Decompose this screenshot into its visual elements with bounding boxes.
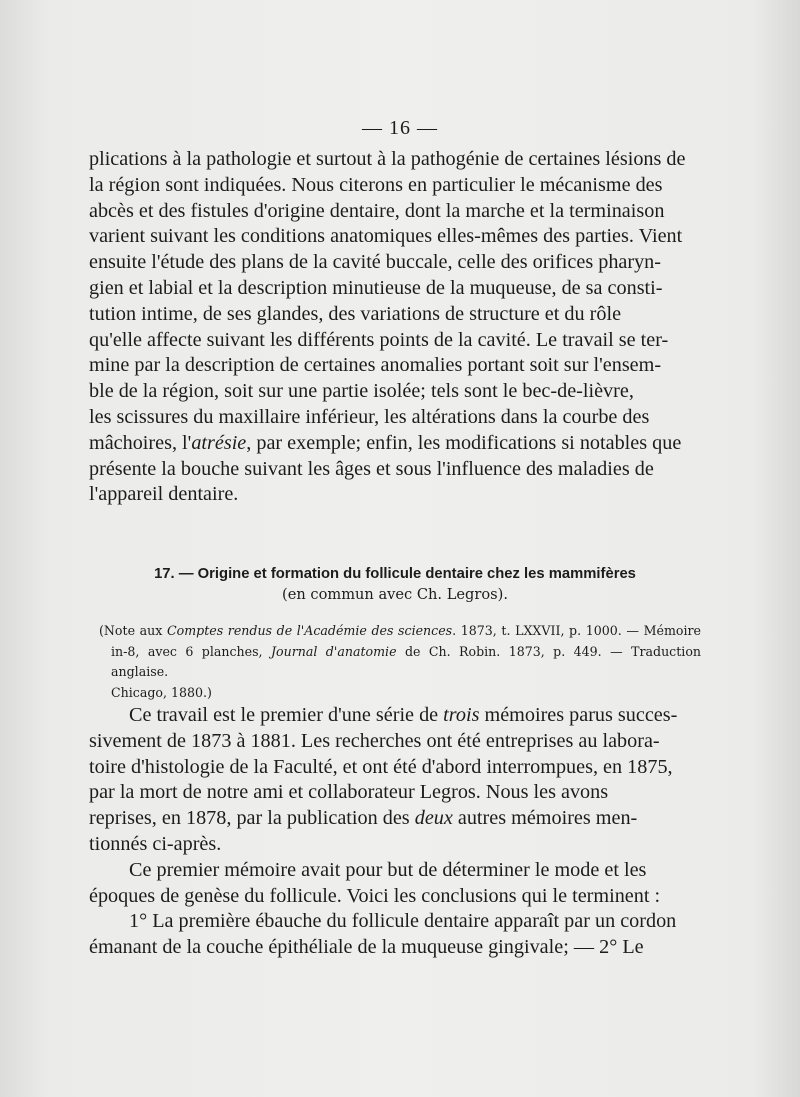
page-number: — 16 — — [362, 117, 438, 139]
text-line: varient suivant les conditions anatomiques elles-mêmes des parties. Vient — [89, 225, 683, 248]
journal-title: Journal d'anatomie — [270, 643, 397, 659]
text-line: ensuite l'étude des plans de la cavité buccale, celle des orifices pharyn- — [89, 251, 662, 274]
text-fragment: . 1873, t. LXXVII, p. 1000. — Mémoire — [452, 623, 701, 638]
text-fragment: mâchoires, l' — [89, 431, 192, 454]
note-line — [89, 642, 701, 683]
journal-title: Comptes rendus de l'Académie des sciences — [166, 623, 453, 638]
text-line: émanant de la couche épithéliale de la muqueuse gingivale; — 2° Le — [89, 936, 644, 959]
text-fragment: de Ch. Robin. 1873, p. 449. — Traduction anglaise. — [111, 643, 702, 679]
text-line: toire d'histologie de la Faculté, et ont été d'abord interrompues, en 1875, — [89, 755, 673, 778]
text-line: abcès et des fistules d'origine dentaire, dont la marche et la terminaison — [89, 199, 665, 222]
text-fragment: Ce travail est le premier d'une série de — [129, 704, 444, 726]
text-fragment: autres mémoires men- — [452, 807, 638, 830]
text-line: la région sont indiquées. Nous citerons en particulier le mécanisme des — [89, 173, 663, 196]
note-line — [89, 621, 701, 642]
note-line: Chicago, 1880.) — [111, 684, 212, 700]
text-line: ble de la région, soit sur une partie isolée; tels sont le bec-de-lièvre, — [89, 380, 634, 403]
paragraph-anatomy-summary — [89, 147, 701, 508]
text-line: mine par la description de certaines anomalies portant soit sur l'ensem- — [89, 354, 662, 377]
text-line: présente la bouche suivant les âges et sous l'influence des maladies de — [89, 457, 654, 480]
italic-term: trois — [443, 704, 480, 726]
text-fragment: (Note aux — [99, 623, 167, 638]
paragraph-body — [89, 703, 701, 961]
text-line: plications à la pathologie et surtout à la pathogénie de certaines lésions de — [89, 148, 686, 170]
section-subtitle: (en commun avec Ch. Legros). — [282, 586, 508, 603]
text-fragment: in-8, avec 6 planches, — [111, 643, 271, 659]
text-fragment: reprises, en 1878, par la publication des — [89, 807, 415, 830]
text-line: 1° La première ébauche du follicule dentaire apparaît par un cordon — [129, 910, 677, 933]
text-line: les scissures du maxillaire inférieur, les altérations dans la courbe des — [89, 405, 650, 428]
text-line — [89, 806, 701, 832]
text-line: Ce premier mémoire avait pour but de déterminer le mode et les — [129, 858, 647, 881]
text-line: sivement de 1873 à 1881. Les recherches ont été entreprises au labora- — [89, 729, 660, 752]
section-heading — [89, 564, 701, 605]
text-fragment: , par exemple; enfin, les modifications si notables que — [246, 431, 682, 454]
text-line: tionnés ci-après. — [89, 832, 222, 855]
text-line: époques de genèse du follicule. Voici les conclusions qui le terminent : — [89, 884, 661, 907]
italic-term: deux — [414, 807, 453, 830]
text-line: tution intime, de ses glandes, des variations de structure et du rôle — [89, 302, 622, 325]
text-line: l'appareil dentaire. — [89, 483, 239, 506]
text-line — [89, 431, 701, 457]
text-line: par la mort de notre ami et collaborateur Legros. Nous les avons — [89, 781, 609, 804]
text-fragment: mémoires parus succes- — [479, 704, 678, 726]
text-line — [89, 703, 701, 729]
bibliographic-note — [89, 621, 701, 703]
text-line: qu'elle affecte suivant les différents points de la cavité. Le travail se ter- — [89, 328, 669, 351]
text-line: gien et labial et la description minutieuse de la muqueuse, de sa consti- — [89, 276, 663, 299]
section-title: 17. — Origine et formation du follicule dentaire chez les mammifères — [154, 566, 636, 582]
italic-term: atrésie — [191, 431, 247, 454]
